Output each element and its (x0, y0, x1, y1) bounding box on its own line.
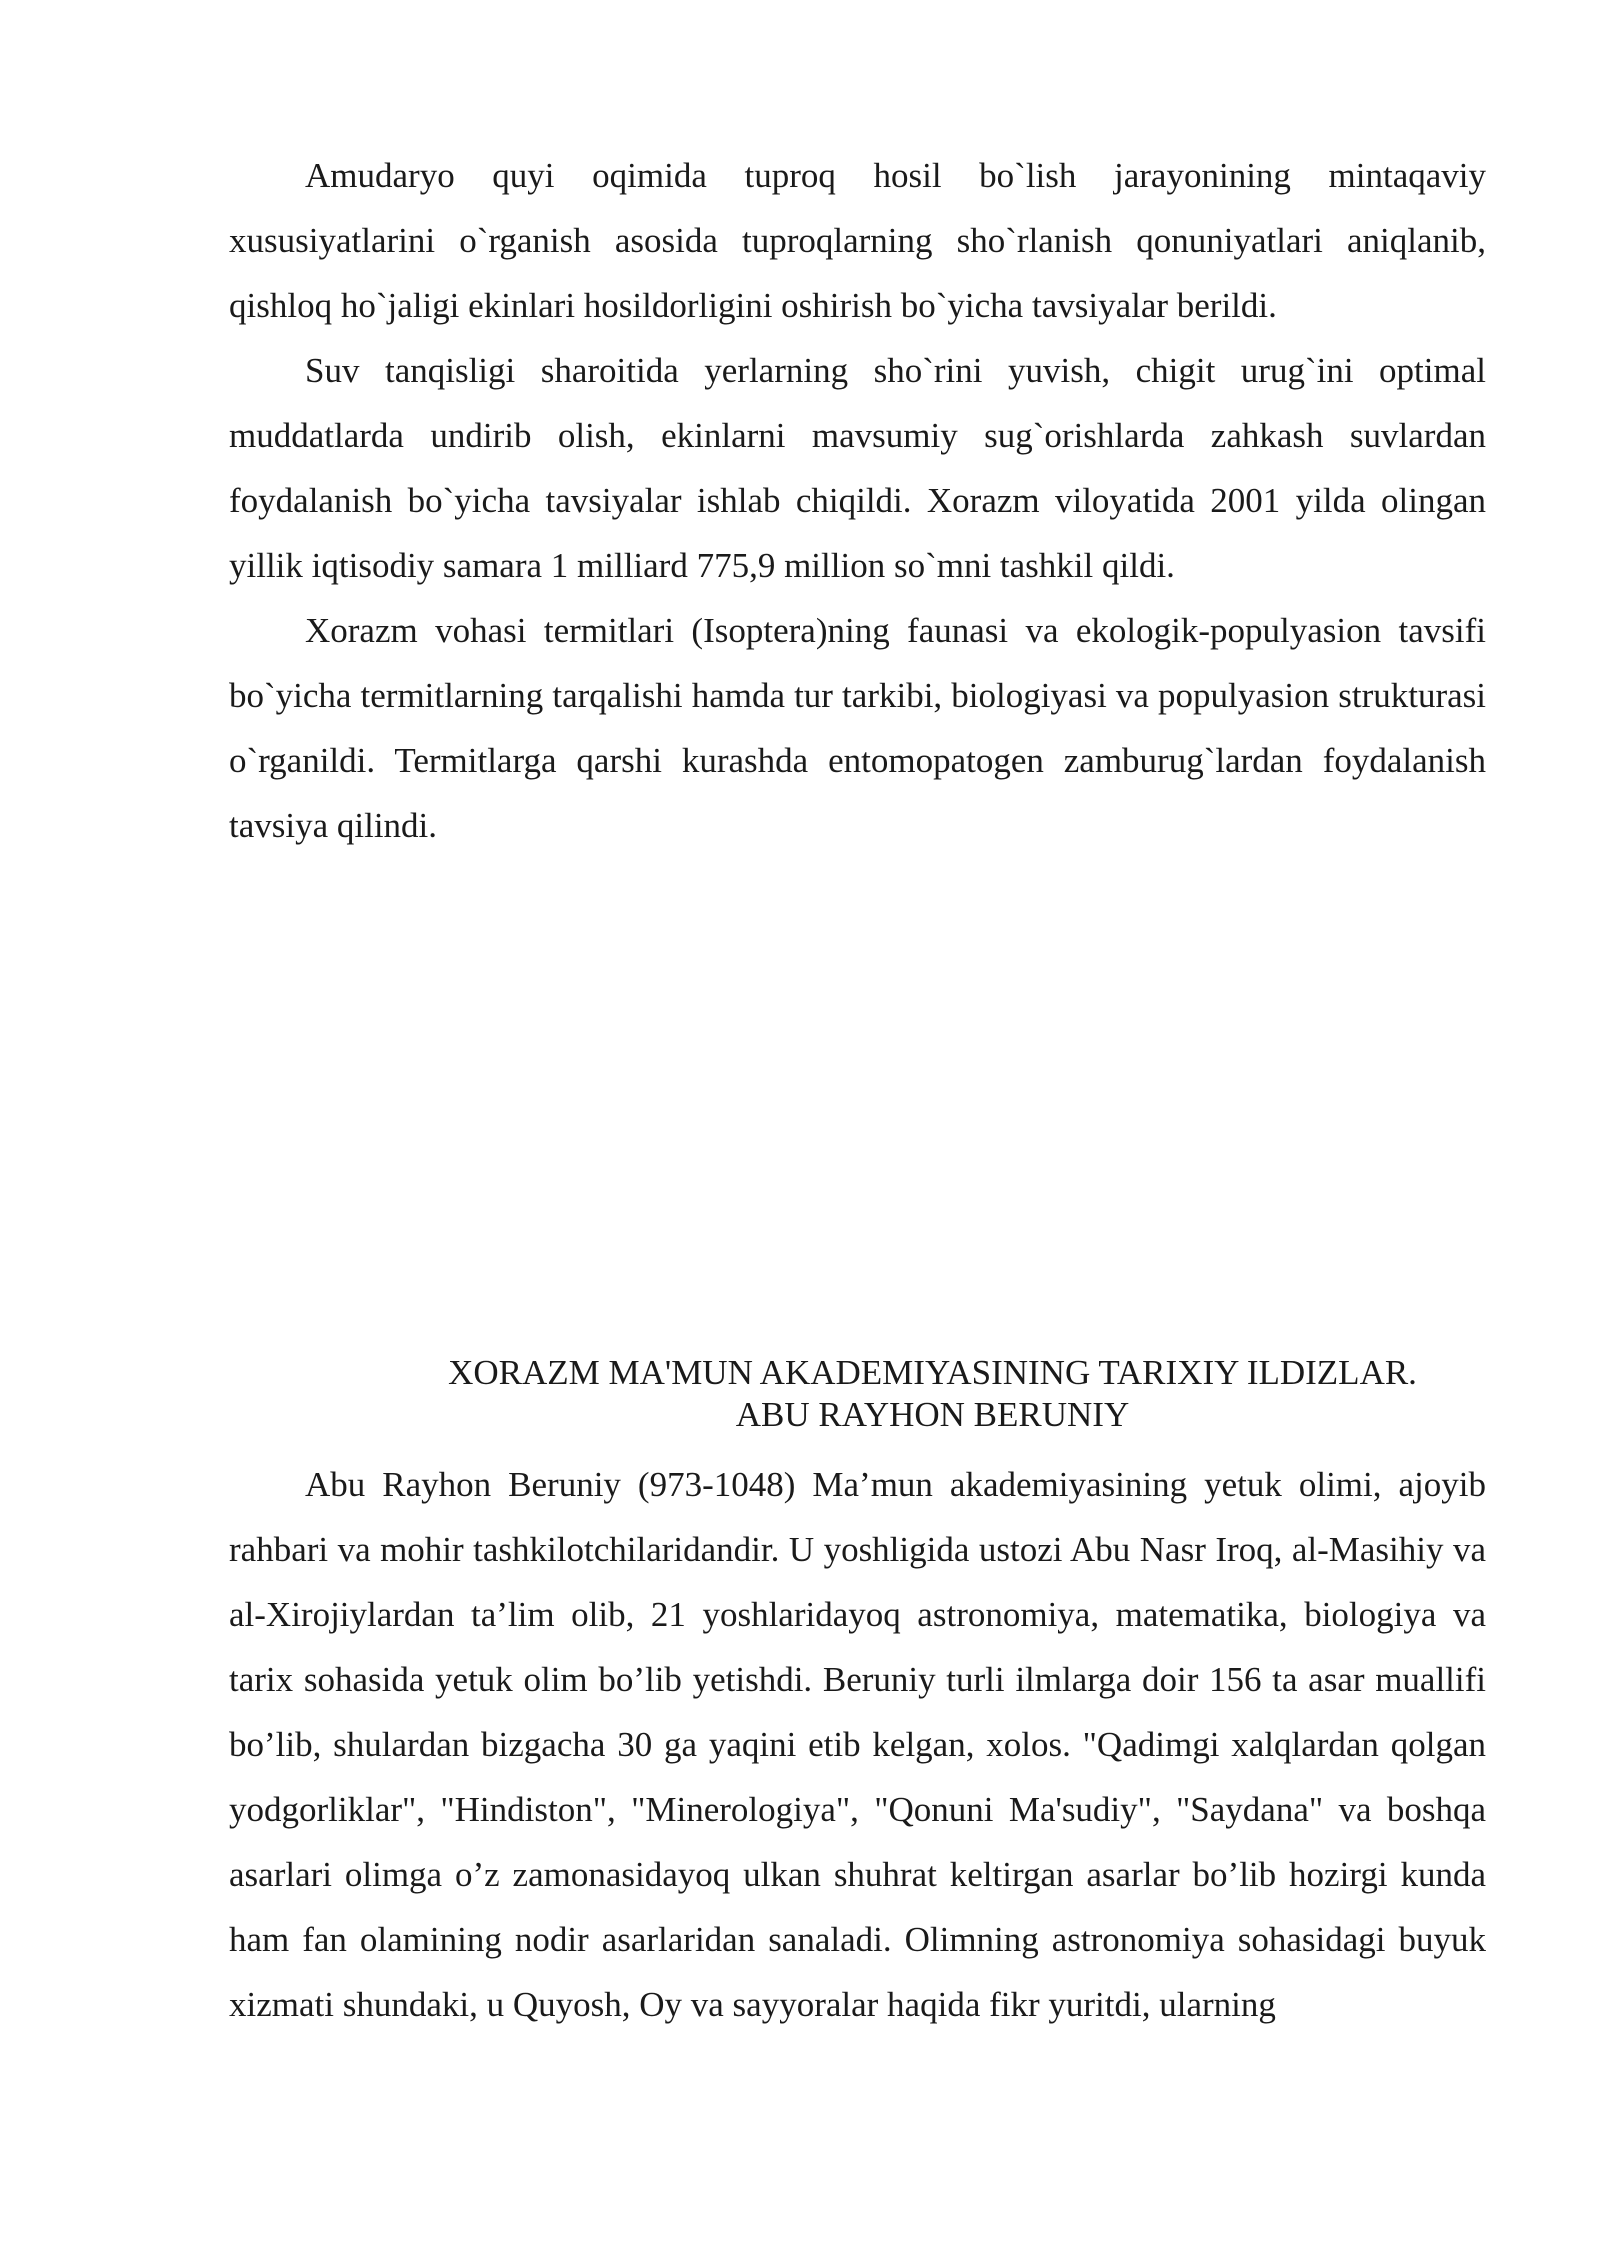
paragraph-termites: Xorazm vohasi termitlari (Isoptera)ning faunasi va ekologik-populyasion tavsifi bo`yicha termitlarning tarqalishi hamda tur tarkibi, biologiyasi va populyasion strukturasi o`rganildi. Termitlarga qarshi kurashda entomopatogen zamburug`lardan foydalanish tavsiya qilindi. (229, 611, 1486, 845)
top-text-section (229, 143, 1486, 858)
heading-line-2: ABU RAYHON BERUNIY (735, 1395, 1130, 1434)
bottom-text-section (229, 1452, 1486, 2037)
section-heading (229, 1352, 1486, 1436)
paragraph-soil-salinity: Amudaryo quyi oqimida tuproq hosil bo`lish jarayonining mintaqaviy xususiyatlarini o`rganish asosida tuproqlarning sho`rlanish qonuniyatlari aniqlanib, qishloq ho`jaligi ekinlari hosildorligini oshirish bo`yicha tavsiyalar berildi. (229, 156, 1486, 325)
heading-line-1: XORAZM MA'MUN AKADEMIYASINING TARIXIY ILDIZLAR. (448, 1353, 1417, 1392)
paragraph-beruniy: Abu Rayhon Beruniy (973-1048) Ma’mun akademiyasining yetuk olimi, ajoyib rahbari va mohir tashkilotchilaridandir. U yoshligida ustozi Abu Nasr Iroq, al-Masihiy va al-Xirojiylardan ta’lim olib, 21 yoshlaridayoq astronomiya, matematika, biologiya va tarix sohasida yetuk olim bo’lib yetishdi. Beruniy turli ilmlarga doir 156 ta asar muallifi bo’lib, shulardan bizgacha 30 ga yaqini etib kelgan, xolos. "Qadimgi xalqlardan qolgan yodgorliklar", "Hindiston", "Minerologiya", "Qonuni Ma'sudiy", "Saydana" va boshqa asarlari olimga o’z zamonasidayoq ulkan shuhrat keltirgan asarlar bo’lib hozirgi kunda ham fan olamining nodir asarlaridan sanaladi. Olimning astronomiya sohasidagi buyuk xizmati shundaki, u Quyosh, Oy va sayyoralar haqida fikr yuritdi, ularning (229, 1465, 1486, 2024)
paragraph-water-shortage: Suv tanqisligi sharoitida yerlarning sho`rini yuvish, chigit urug`ini optimal muddatlarda undirib olish, ekinlarni mavsumiy sug`orishlarda zahkash suvlardan foydalanish bo`yicha tavsiyalar ishlab chiqildi. Xorazm viloyatida 2001 yilda olingan yillik iqtisodiy samara 1 milliard 775,9 million so`mni tashkil qildi. (229, 351, 1486, 585)
